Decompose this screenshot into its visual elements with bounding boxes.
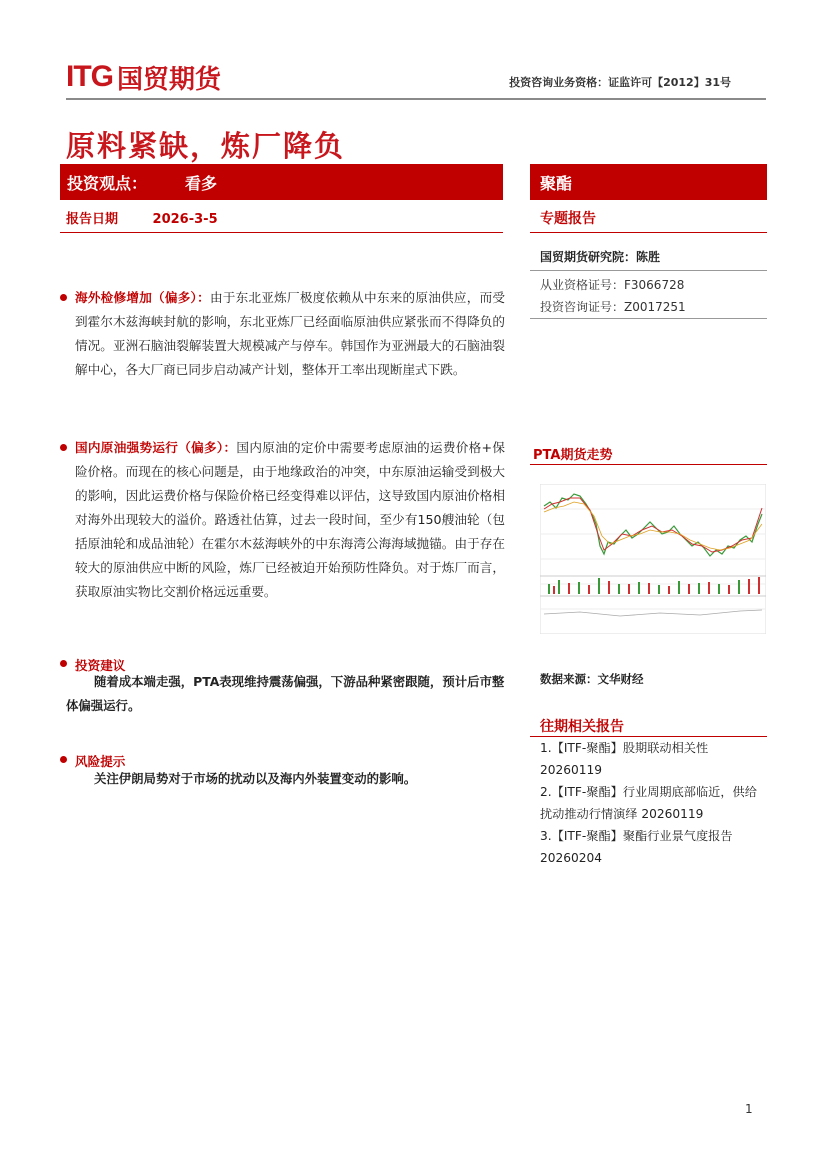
section-lead: 国内原油强势运行（偏多）： <box>75 440 237 455</box>
analyst-divider <box>530 270 767 271</box>
risk-text: 关注伊朗局势对于市场的扰动以及海内外装置变动的影响。 <box>94 771 417 786</box>
chart-source: 数据来源：文华财经 <box>540 672 644 686</box>
related-reports-title: 往期相关报告 <box>540 719 624 735</box>
opinion-bar <box>60 164 503 200</box>
related-report-item[interactable]: 1.【ITF-聚酯】股期联动相关性 20260119 <box>540 741 709 777</box>
related-report-item[interactable]: 3.【ITF-聚酯】聚酯行业景气度报告 20260204 <box>540 829 733 865</box>
sector-bar <box>530 164 767 200</box>
cert-practice: 从业资格证号：F3066728 <box>540 278 685 292</box>
report-title: 原料紧缺，炼厂降负 <box>66 129 346 163</box>
chart-divider <box>530 464 767 465</box>
qualification-text: 投资咨询业务资格：证监许可【2012】31号 <box>509 76 731 89</box>
report-date-value: 2026-3-5 <box>152 212 218 227</box>
cert-advisory: 投资咨询证号：Z0017251 <box>540 300 686 314</box>
bullet-icon <box>60 294 67 301</box>
section-domestic-crude <box>75 436 505 604</box>
analyst-name: 国贸期货研究院：陈胜 <box>540 250 661 264</box>
related-report-item[interactable]: 2.【ITF-聚酯】行业周期底部临近，供给扰动推动行情演绎 20260119 <box>540 785 757 821</box>
section-text: 由于东北亚炼厂极度依赖从中东来的原油供应，而受到霍尔木兹海峡封航的影响，东北亚炼厂已经面临原油供应紧张而不得降负的情况。亚洲石脑油裂解装置大规模减产与停车。韩国作为亚洲最大的石脑油裂解中心，各大厂商已同步启动减产计划，整体开工率出现断崖式下跌。 <box>75 290 506 377</box>
logo-itg-text: ITG <box>66 60 113 93</box>
date-divider <box>60 232 503 233</box>
bullet-icon <box>60 444 67 451</box>
report-type-divider <box>530 232 767 233</box>
advice-text: 随着成本端走强，PTA表现维持震荡偏强，下游品种紧密跟随，预计后市整体偏强运行。 <box>66 674 505 713</box>
chart-title: PTA期货走势 <box>533 448 613 463</box>
section-text: 国内原油的定价中需要考虑原油的运费价格+保险价格。而现在的核心问题是，由于地缘政治的冲突，中东原油运输受到极大的影响，因此运费价格与保险价格已经变得难以评估，这导致国内原油价格相对海外出现较大的溢价。路透社估算，过去一段时间，至少有150艘油轮（包括原油轮和成品油轮）在霍尔木兹海峡外的中东海湾公海海域抛锚。由于存在较大的原油供应中断的风险，炼厂已经被迫开始预防性降负。对于炼厂而言，获取原油实物比交割价格远远重要。 <box>75 440 505 599</box>
pta-futures-chart-image <box>540 484 766 634</box>
advice-heading-text: 投资建议 <box>75 658 126 673</box>
company-logo <box>66 60 221 94</box>
report-date-label: 报告日期 <box>66 212 119 227</box>
page-number: 1 <box>745 1102 753 1116</box>
sector-label: 聚酯 <box>540 173 573 193</box>
cert-divider <box>530 318 767 319</box>
bullet-icon <box>60 756 67 763</box>
related-reports-list <box>540 737 766 869</box>
opinion-label: 投资观点： <box>67 173 148 193</box>
bullet-icon <box>60 660 67 667</box>
report-type: 专题报告 <box>540 211 596 227</box>
candlestick-chart-graphic <box>540 484 766 634</box>
report-date-row <box>66 208 218 227</box>
header-divider <box>66 98 766 100</box>
section-overseas-maintenance <box>75 286 505 382</box>
section-lead: 海外检修增加（偏多）： <box>75 290 210 305</box>
opinion-rating: 看多 <box>185 173 218 193</box>
logo-company-name: 国贸期货 <box>117 64 222 95</box>
risk-heading-text: 风险提示 <box>75 754 126 769</box>
